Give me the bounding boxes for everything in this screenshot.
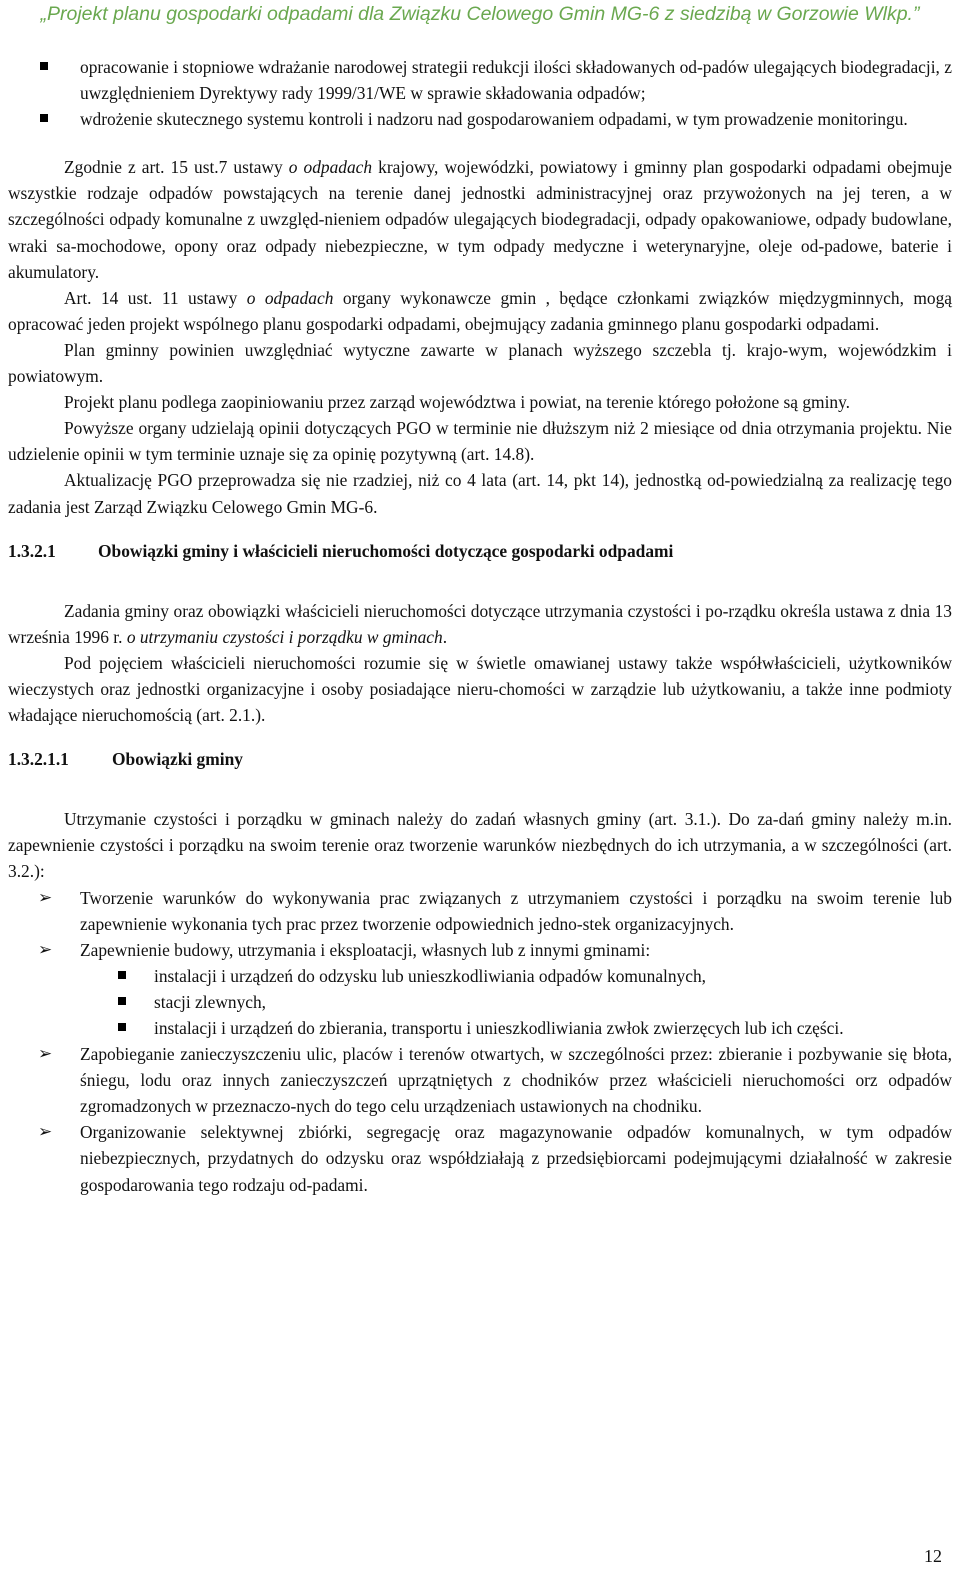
act-title: o odpadach [288, 157, 373, 178]
square-bullet-icon [40, 114, 48, 122]
list-text: stacji zlewnych, [154, 991, 267, 1012]
arrow-bullet-icon: ➢ [38, 887, 53, 908]
paragraph: Utrzymanie czystości i porządku w gminach należy do zadań własnych gminy (art. 3.1.). Do za-dań gminy należy m.in. zapewnienie czystości i porządku na swoim terenie oraz tworzenie warunków niezbędnych do ich utrzymania, a w szczególności (art. 3.2.): [8, 809, 952, 882]
square-bullet-icon [118, 1023, 126, 1031]
page-header: „Projekt planu gospodarki odpadami dla Związku Celowego Gmin MG-6 z siedzibą w Gorzowie Wlkp.” [40, 3, 920, 25]
list-text: instalacji i urządzeń do odzysku lub unieszkodliwiania odpadów komunalnych, [154, 965, 707, 986]
bullet-item [8, 54, 952, 106]
arrow-bullet-icon: ➢ [38, 1122, 53, 1143]
arrow-list-item [8, 1041, 952, 1119]
section-heading [8, 538, 952, 564]
sub-list-item [8, 989, 952, 1015]
paragraph: Aktualizację PGO przeprowadza się nie rzadziej, niż co 4 lata (art. 14, pkt 14), jednostką od-powiedzialną za realizację tego zadania jest Zarząd Związku Celowego Gmin MG-6. [8, 470, 952, 517]
list-text: Organizowanie selektywnej zbiórki, segregację oraz magazynowanie odpadów komunalnych, w tym odpadów niebezpiecznych, przydatnych do odzysku oraz współdziałają z przedsiębiorcami podejmującymi działalność w zakresie gospodarowania tego rodzaju od-padami. [80, 1122, 952, 1195]
arrow-list-item [8, 885, 952, 937]
page-number: 12 [924, 1546, 942, 1566]
section-number: 1.3.2.1 [8, 540, 56, 561]
section-title: Obowiązki gminy i właścicieli nieruchomości dotyczące gospodarki odpadami [98, 540, 674, 561]
square-bullet-icon [118, 997, 126, 1005]
paragraph: Pod pojęciem właścicieli nieruchomości rozumie się w świetle omawianej ustawy także współwłaścicieli, użytkowników wieczystych oraz jednostki organizacyjne i osoby posiadające nieru-chomości w zarządzie lub użytkowaniu, a także inne podmioty władające nieruchomością (art. 2.1.). [8, 652, 952, 726]
bullet-item [8, 106, 952, 132]
document-body [8, 54, 952, 1198]
paragraph: Projekt planu podlega zaopiniowaniu przez zarząd województwa i powiat, na terenie którego położone są gminy. [64, 392, 851, 413]
list-text: Zapewnienie budowy, utrzymania i eksploatacji, własnych lub z innymi gminami: [80, 939, 651, 960]
bullet-text: wdrożenie skutecznego systemu kontroli i nadzoru nad gospodarowaniem odpadami, w tym prowadzenie monitoringu. [80, 109, 908, 130]
list-text: Tworzenie warunków do wykonywania prac związanych z utrzymaniem czystości i porządku na swoim terenie lub zapewnienie wykonania tych prac przez tworzenie odpowiednich jedno-stek organizacyjnych. [80, 887, 952, 934]
paragraph: Plan gminny powinien uwzględniać wytyczne zawarte w planach wyższego szczebla tj. krajo-wym, wojewódzkim i powiatowym. [8, 339, 952, 387]
square-bullet-icon [118, 971, 126, 979]
act-title: o utrzymaniu czystości i porządku w gminach [126, 626, 443, 647]
paragraph: Art. 14 ust. 11 ustawy o odpadach organy wykonawcze gmin , będące członkami związków międzygminnych, mogą opracować jeden projekt wspólnego planu gospodarki odpadami, obejmujący zadania gminnego planu gospodarki odpadami. [8, 287, 952, 334]
paragraph: Zadania gminy oraz obowiązki właścicieli nieruchomości dotyczące utrzymania czystości i po-rządku określa ustawa z dnia 13 września 1996 r. o utrzymaniu czystości i porządku w gminach. [8, 600, 952, 647]
sub-list-item [8, 1015, 952, 1041]
bullet-text: opracowanie i stopniowe wdrażanie narodowej strategii redukcji ilości składowanych od-padów ulegających biodegradacji, z uwzględnieniem Dyrektywy rady 1999/31/WE w sprawie składowania odpadów; [80, 57, 952, 104]
square-bullet-icon [40, 62, 48, 70]
arrow-bullet-icon: ➢ [38, 939, 53, 960]
arrow-bullet-icon: ➢ [38, 1044, 53, 1065]
paragraph: Powyższe organy udzielają opinii dotyczących PGO w terminie nie dłuższym niż 2 miesiące od dnia otrzymania projektu. Nie udzielenie opinii w tym terminie uznaje się za opinię pozytywną (art. 14.8). [8, 418, 952, 465]
act-title: o odpadach [246, 287, 334, 308]
section-title: Obowiązki gminy [112, 749, 243, 770]
list-text: instalacji i urządzeń do zbierania, transportu i unieszkodliwiania zwłok zwierzęcych lub ich części. [154, 1018, 844, 1038]
paragraph: Zgodnie z art. 15 ust.7 ustawy o odpadach krajowy, wojewódzki, powiatowy i gminny plan gospodarki odpadami obejmuje wszystkie rodzaje odpadów powstających na terenie danej jednostki administracyjnej oraz przywożonych na jej teren, a w szczególności odpady komunalne z uwzględ-nieniem odpadów ulegających biodegradacji, odpady opakowaniowe, odpady budowlane, wraki sa-mochodowe, opony oraz odpady niebezpieczne, w tym odpady medyczne i weterynaryjne, oleje od-padowe, baterie i akumulatory. [8, 157, 952, 282]
sub-list-item [8, 963, 952, 989]
section-heading [8, 746, 952, 772]
section-number: 1.3.2.1.1 [8, 749, 69, 770]
list-text: Zapobieganie zanieczyszczeniu ulic, placów i terenów otwartych, w szczególności przez: zbieranie i pozbywanie się błota, śniegu, lodu oraz innych zanieczyszczeń uprzątniętych z chodników przez właścicieli nieruchomości orz odpadów zgromadzonych w przeznaczo-nych do tego celu urządzeniach ustawionych na chodniku. [80, 1044, 952, 1117]
arrow-list-item [8, 1119, 952, 1197]
arrow-list-item [8, 937, 952, 963]
